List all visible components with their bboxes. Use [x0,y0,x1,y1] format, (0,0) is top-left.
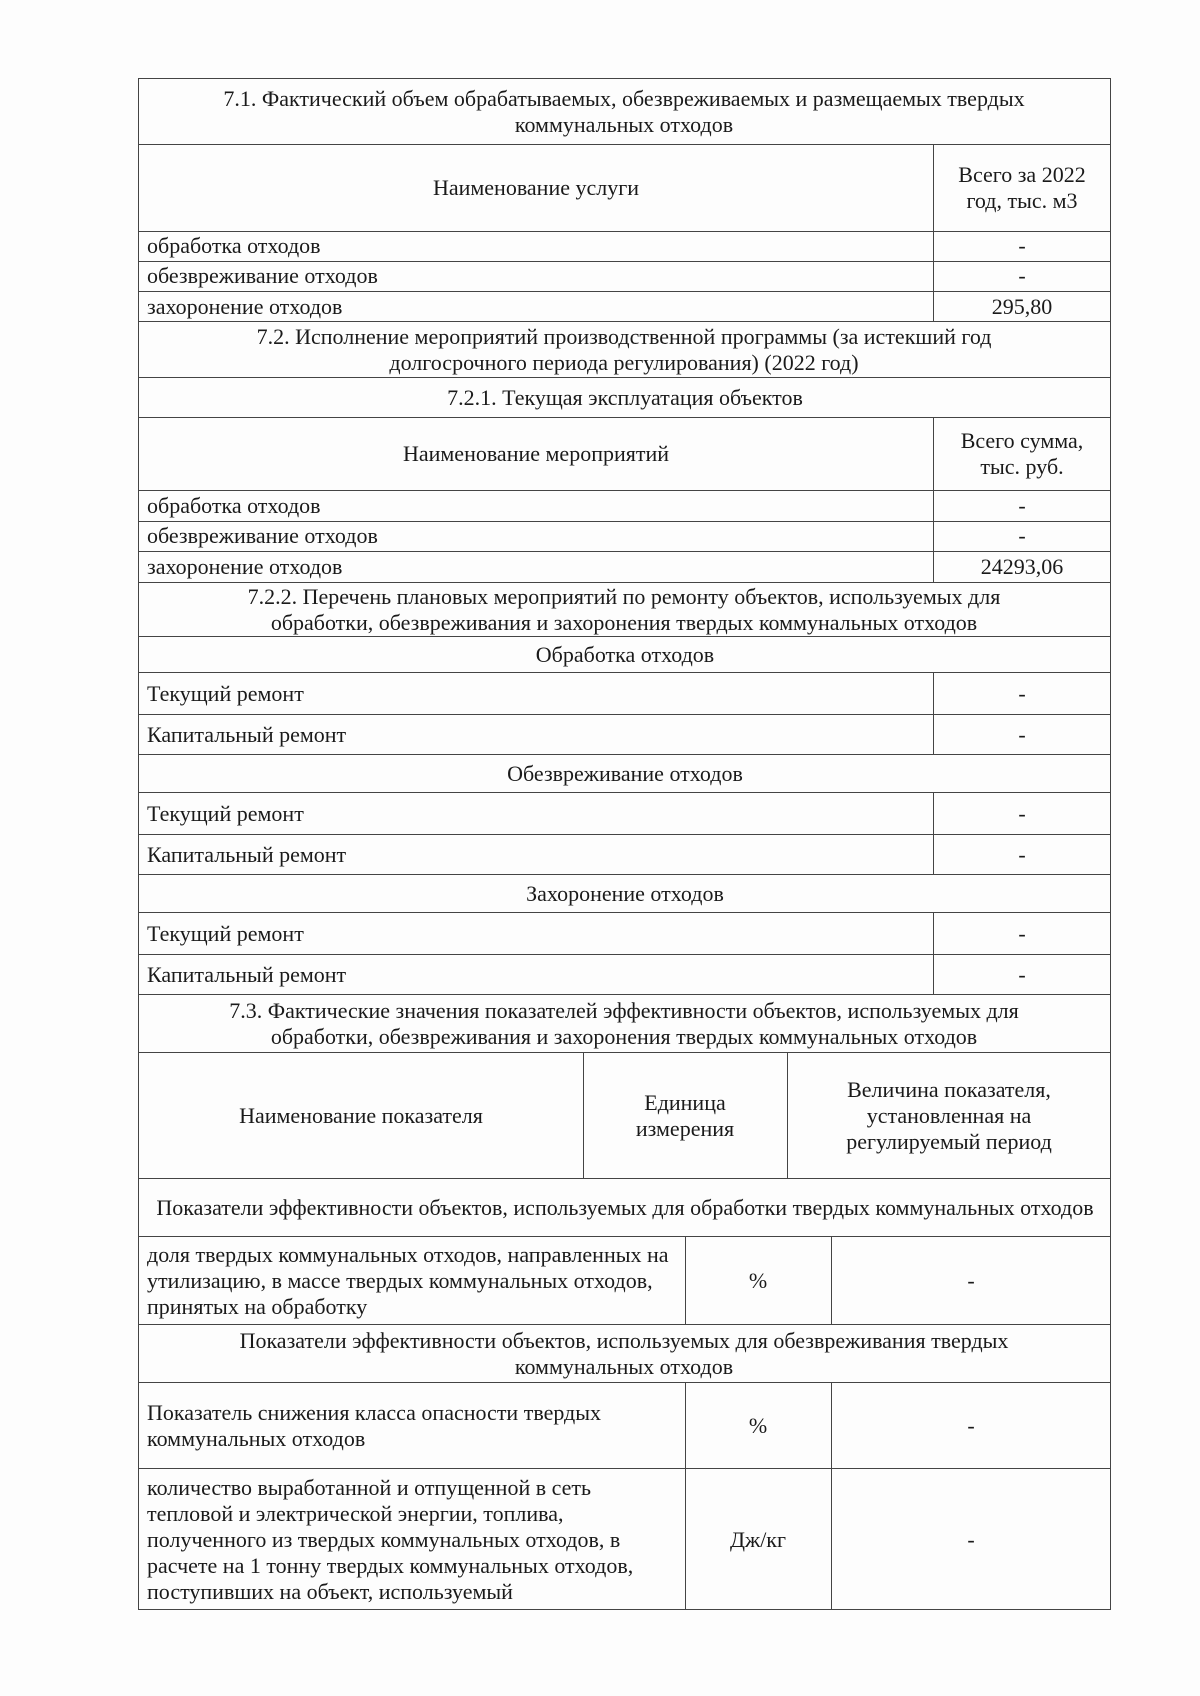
row-value: - [1018,721,1026,747]
row-value: - [1018,920,1026,946]
indicator-value: - [967,1413,975,1438]
row-name: обработка отходов [147,233,321,258]
section-7-3-header [138,1052,1110,1178]
section-7-2-2-title [138,582,1110,636]
row-name: обезвреживание отходов [147,263,378,288]
row-name: обработка отходов [147,492,321,518]
section-7-2-1-title-text: 7.2.1. Текущая эксплуатация объектов [447,385,803,410]
row-value: 24293,06 [980,554,1064,579]
col-header-indicator: Наименование показателя [239,1103,483,1128]
col-header-measure: Наименование мероприятий [402,441,670,466]
row-value: - [1018,961,1026,987]
indicator-group-title-text: Показатели эффективности объектов, используемых для обработки твердых коммунальных отходов [156,1195,1094,1220]
indicator-name: количество выработанной и отпущенной в сеть тепловой и электрической энергии, топлива, полученного из твердых коммунальных отходов, в расчете на 1 тонну твердых коммунальных отходов, поступивших на объект, используемый [147,1475,634,1604]
section-7-1-table [138,144,1110,321]
section-7-2-1-title [138,377,1110,417]
repair-group-title [138,874,1110,912]
indicator-row [138,1468,1110,1610]
row-value: - [1018,263,1026,288]
repair-group-table [138,672,1110,754]
row-name: захоронение отходов [147,293,343,319]
indicator-unit: % [748,1268,768,1293]
section-7-3-title [138,994,1110,1052]
row-value: - [1018,800,1026,826]
row-name: Текущий ремонт [147,800,304,826]
row-name: Капитальный ремонт [147,721,347,747]
col-header-unit: Единица измерения [635,1090,735,1141]
row-value: - [1018,492,1026,518]
section-7-1-title-text: 7.1. Фактический объем обрабатываемых, обезвреживаемых и размещаемых твердых коммунальных отходов [223,86,1025,137]
indicator-row [138,1236,1110,1324]
indicator-value: - [967,1268,975,1293]
col-header-value: Величина показателя, установленная на регулируемый период [846,1077,1052,1154]
repair-group-title [138,636,1110,672]
repair-group-title-text: Захоронение отходов [526,881,724,906]
section-7-2-2-title-text: 7.2.2. Перечень плановых мероприятий по ремонту объектов, используемых для обработки, обезвреживания и захоронения твердых коммунальных отходов [247,584,1001,635]
row-value: - [1018,523,1026,548]
section-7-1-title [138,78,1110,144]
repair-group-table [138,792,1110,874]
row-name: обезвреживание отходов [147,523,378,548]
row-name: Капитальный ремонт [147,961,347,987]
indicator-group-title [138,1178,1110,1236]
row-value: 295,80 [991,293,1053,319]
row-name: захоронение отходов [147,554,343,579]
row-name: Капитальный ремонт [147,841,347,867]
col-header-total-sum: Всего сумма, тыс. руб. [960,428,1084,479]
indicator-name: доля твердых коммунальных отходов, направленных на утилизацию, в массе твердых коммунальных отходов, принятых на обработку [147,1242,669,1319]
indicator-group-title [138,1324,1110,1382]
row-name: Текущий ремонт [147,920,304,946]
indicator-value: - [967,1527,975,1552]
repair-group-title-text: Обезвреживание отходов [507,761,743,786]
row-value: - [1018,680,1026,706]
repair-group-table [138,912,1110,994]
indicator-unit: % [748,1413,768,1438]
indicator-name: Показатель снижения класса опасности твердых коммунальных отходов [147,1400,602,1451]
indicator-unit: Дж/кг [729,1527,787,1552]
row-value: - [1018,841,1026,867]
row-value: - [1018,233,1026,258]
section-7-3-title-text: 7.3. Фактические значения показателей эффективности объектов, используемых для обработки, обезвреживания и захоронения твердых коммунальных отходов [229,998,1019,1049]
col-header-total-volume: Всего за 2022 год, тыс. м3 [958,162,1086,213]
repair-group-title-text: Обработка отходов [535,642,715,667]
row-name: Текущий ремонт [147,680,304,706]
section-7-2-1-table [138,417,1110,582]
repair-group-title [138,754,1110,792]
indicator-group-title-text: Показатели эффективности объектов, используемых для обезвреживания твердых коммунальных отходов [239,1328,1009,1379]
indicator-row [138,1382,1110,1468]
section-7-2-title-text: 7.2. Исполнение мероприятий производственной программы (за истекший год долгосрочного периода регулирования) (2022 год) [256,324,992,375]
report-table [138,78,1111,1610]
section-7-2-title [138,321,1110,377]
col-header-service: Наименование услуги [432,175,640,200]
